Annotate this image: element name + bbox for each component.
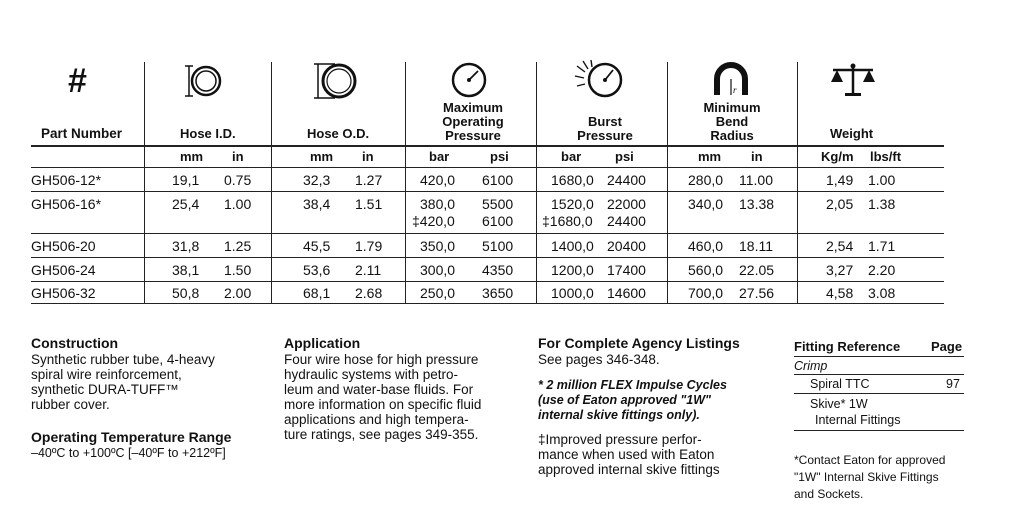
temperature-text: –40ºC to +100ºC [–40ºF to +212ºF] (31, 446, 226, 460)
cell-part: GH506-20 (31, 238, 96, 254)
agency-impulse-note: * 2 million FLEX Impulse Cycles (use of Eaton approved "1W" internal skive fittings only). (538, 378, 727, 422)
unit-bp-psi: psi (615, 149, 634, 164)
cell-br-in: 27.56 (739, 285, 775, 301)
cell-bp-bar: 1200,0 (551, 262, 594, 278)
unit-wt-kgm: Kg/m (821, 149, 854, 164)
cell-br-in: 18.11 (739, 238, 773, 254)
cell-br-mm: 460,0 (688, 238, 724, 254)
header-burst-pressure: Burst Pressure (577, 114, 633, 143)
cell-bp-bar: 1680,0 (551, 172, 594, 188)
column-divider (271, 62, 272, 303)
row-rule (31, 257, 944, 258)
cell-part: GH506-12* (31, 172, 102, 188)
cell-mop-psi-improved: 6100 (482, 213, 514, 229)
cell-mop-psi: 5100 (482, 238, 514, 254)
cell-od-mm: 68,1 (303, 285, 331, 301)
cell-br-in: 13.38 (739, 196, 775, 212)
agency-improved-note: ‡Improved pressure perfor- mance when used with Eaton approved internal skive fittings (538, 432, 720, 477)
cell-mop-bar: 350,0 (420, 238, 456, 254)
cell-od-mm: 53,6 (303, 262, 331, 278)
fitting-page-label: Page (931, 339, 963, 354)
cell-bp-psi: 14600 (607, 285, 646, 301)
cell-wt-lbsft: 2.20 (868, 262, 896, 278)
application-text: Four wire hose for high pressure hydraulic systems with petro- leum and water-base fluids. For more information on specific fluid applications and high tempera- ture ratings, see pages 349-355. (284, 352, 482, 442)
cell-id-mm: 25,4 (172, 196, 200, 212)
unit-br-mm: mm (698, 149, 722, 164)
cell-mop-bar: 420,0 (420, 172, 456, 188)
cell-od-in: 1.79 (355, 238, 383, 254)
header-part-number: Part Number (41, 126, 123, 141)
cell-br-in: 22.05 (739, 262, 775, 278)
construction-text: Synthetic rubber tube, 4-heavy spiral wire reinforcement, synthetic DURA-TUFF™ rubber cover. (31, 352, 215, 412)
unit-br-in: in (751, 149, 763, 164)
cell-mop-psi: 5500 (482, 196, 514, 212)
cell-id-mm: 31,8 (172, 238, 200, 254)
cell-part: GH506-24 (31, 262, 96, 278)
fitting-rule (794, 430, 964, 431)
header-max-pressure: Maximum Operating Pressure (442, 100, 504, 143)
cell-wt-kgm: 2,05 (826, 196, 854, 212)
cell-id-in: 1.50 (224, 262, 252, 278)
cell-bp-bar: 1520,0 (551, 196, 594, 212)
row-rule (31, 191, 944, 192)
fitting-crimp: Crimp (794, 359, 828, 373)
cell-br-mm: 280,0 (688, 172, 724, 188)
cell-id-in: 1.00 (224, 196, 252, 212)
cell-wt-lbsft: 1.71 (868, 238, 896, 254)
application-title: Application (284, 335, 361, 351)
cell-br-mm: 700,0 (688, 285, 724, 301)
fitting-skive: Skive* 1W (810, 397, 868, 411)
cell-wt-lbsft: 1.38 (868, 196, 896, 212)
unit-mop-psi: psi (490, 149, 509, 164)
cell-od-in: 2.68 (355, 285, 383, 301)
hose-od-icon (313, 62, 359, 100)
row-rule (31, 303, 944, 304)
row-rule (31, 167, 944, 168)
construction-title: Construction (31, 335, 119, 351)
fitting-internal: Internal Fittings (815, 413, 901, 427)
burst-gauge-icon (573, 60, 625, 100)
column-divider (536, 62, 537, 303)
cell-id-in: 0.75 (224, 172, 252, 188)
cell-mop-psi: 4350 (482, 262, 514, 278)
fitting-rule (794, 393, 964, 394)
header-weight: Weight (830, 126, 874, 141)
cell-bp-psi-improved: 24400 (607, 213, 646, 229)
cell-id-mm: 19,1 (172, 172, 200, 188)
hash-symbol: # (68, 62, 87, 100)
cell-bp-bar: 1000,0 (551, 285, 594, 301)
cell-od-in: 2.11 (355, 262, 382, 278)
cell-wt-lbsft: 3.08 (868, 285, 896, 301)
cell-od-mm: 38,4 (303, 196, 331, 212)
cell-br-in: 11.00 (739, 172, 773, 188)
cell-bp-psi: 17400 (607, 262, 646, 278)
cell-bp-bar-improved: ‡1680,0 (542, 213, 593, 229)
column-divider (144, 62, 145, 303)
cell-mop-bar-improved: ‡420,0 (412, 213, 455, 229)
cell-mop-bar: 300,0 (420, 262, 456, 278)
row-rule (31, 281, 944, 282)
cell-wt-kgm: 3,27 (826, 262, 854, 278)
cell-part: GH506-16* (31, 196, 102, 212)
fitting-rule (794, 374, 964, 375)
header-bend-radius: Minimum Bend Radius (703, 100, 761, 143)
temperature-title: Operating Temperature Range (31, 429, 232, 445)
fitting-spiral-page: 97 (946, 377, 960, 391)
fitting-spiral: Spiral TTC (810, 377, 870, 391)
hose-id-icon (183, 63, 225, 99)
cell-id-mm: 38,1 (172, 262, 200, 278)
cell-od-in: 1.51 (355, 196, 383, 212)
unit-bp-bar: bar (561, 149, 582, 164)
fitting-note: *Contact Eaton for approved "1W" Internal Skive Fittings and Sockets. (794, 453, 946, 501)
bend-radius-icon (711, 61, 751, 97)
column-divider (797, 62, 798, 303)
cell-bp-psi: 20400 (607, 238, 646, 254)
cell-br-mm: 340,0 (688, 196, 724, 212)
header-rule (31, 145, 944, 147)
unit-mop-bar: bar (429, 149, 450, 164)
cell-id-in: 1.25 (224, 238, 252, 254)
cell-id-mm: 50,8 (172, 285, 200, 301)
header-hose-id: Hose I.D. (180, 126, 236, 141)
unit-id-mm: mm (180, 149, 204, 164)
cell-br-mm: 560,0 (688, 262, 724, 278)
cell-mop-bar: 250,0 (420, 285, 456, 301)
cell-wt-lbsft: 1.00 (868, 172, 896, 188)
cell-bp-psi: 22000 (607, 196, 646, 212)
unit-wt-lbsft: lbs/ft (870, 149, 902, 164)
header-hose-od: Hose O.D. (307, 126, 370, 141)
cell-bp-psi: 24400 (607, 172, 646, 188)
unit-od-in: in (362, 149, 374, 164)
cell-bp-bar: 1400,0 (551, 238, 594, 254)
agency-title: For Complete Agency Listings (538, 335, 740, 351)
svg-text:r: r (733, 85, 737, 95)
cell-mop-psi: 3650 (482, 285, 514, 301)
column-divider (667, 62, 668, 303)
cell-id-in: 2.00 (224, 285, 252, 301)
fitting-rule (794, 356, 964, 357)
unit-od-mm: mm (310, 149, 334, 164)
unit-id-in: in (232, 149, 244, 164)
fitting-title: Fitting Reference (794, 339, 901, 354)
cell-mop-psi: 6100 (482, 172, 514, 188)
cell-wt-kgm: 2,54 (826, 238, 854, 254)
row-rule (31, 233, 944, 234)
cell-mop-bar: 380,0 (420, 196, 456, 212)
cell-part: GH506-32 (31, 285, 96, 301)
pressure-gauge-icon (451, 62, 487, 98)
cell-od-in: 1.27 (355, 172, 383, 188)
cell-od-mm: 32,3 (303, 172, 331, 188)
cell-od-mm: 45,5 (303, 238, 331, 254)
weight-scale-icon (829, 62, 877, 98)
cell-wt-kgm: 4,58 (826, 285, 854, 301)
column-divider (405, 62, 406, 303)
agency-pages: See pages 346-348. (538, 352, 660, 367)
cell-wt-kgm: 1,49 (826, 172, 854, 188)
